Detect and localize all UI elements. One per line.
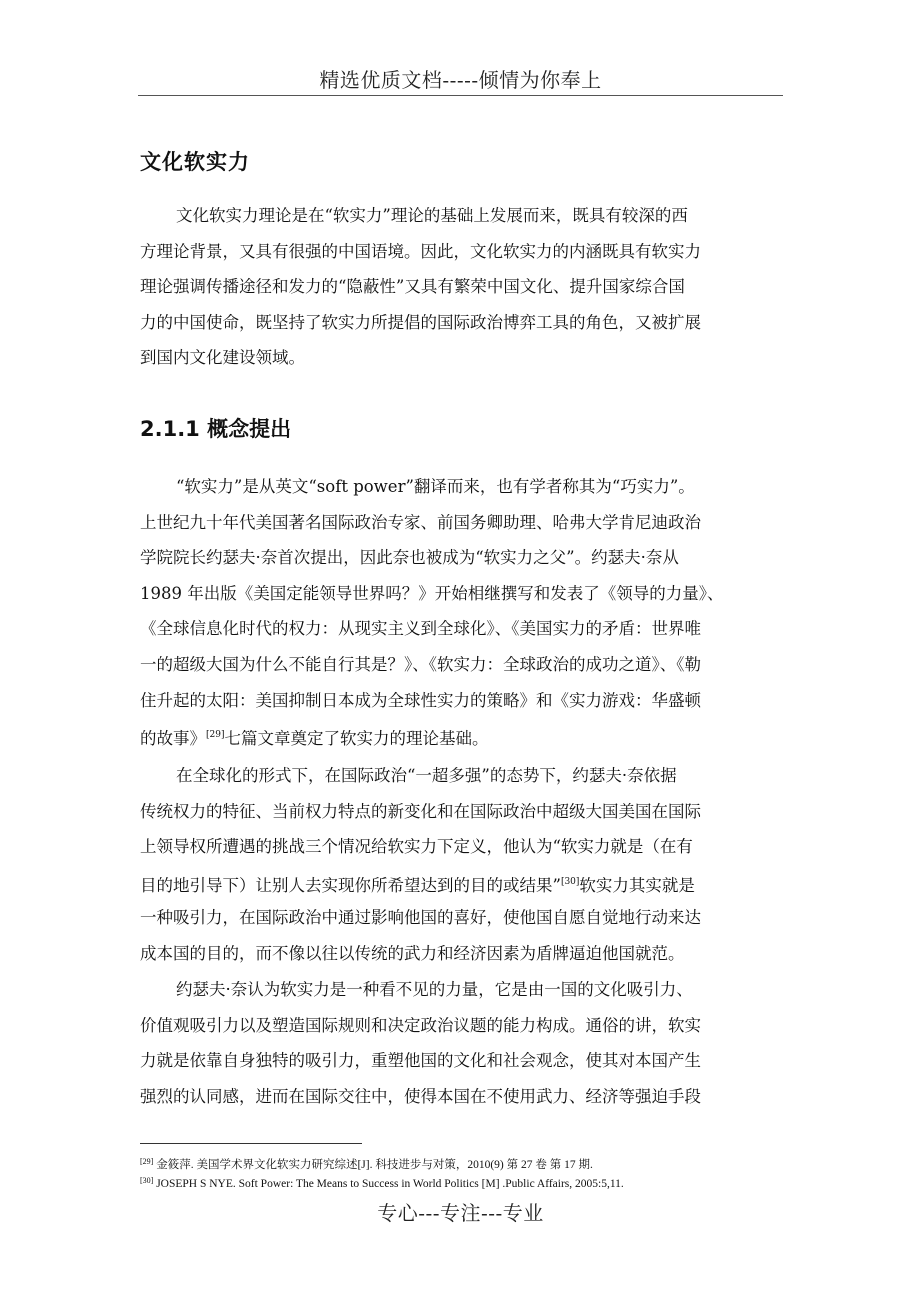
text-line: 力的中国使命，既坚持了软实力所提倡的国际政治博弈工具的角色，又被扩展 <box>140 312 701 332</box>
paragraph-components <box>140 972 790 1114</box>
text-line: 在全球化的形式下，在国际政治“一超多强”的态势下，约瑟夫·奈依据 <box>176 766 677 785</box>
paragraph-definition <box>140 758 790 972</box>
intro-paragraph <box>140 198 790 376</box>
section-title: 文化软实力 <box>140 150 250 174</box>
paragraph-concept <box>140 469 790 754</box>
text-line: 强烈的认同感，进而在国际交往中，使得本国在不使用武力、经济等强迫手段 <box>140 1086 701 1106</box>
text-segment: 的故事》 <box>140 729 206 749</box>
header-divider <box>138 95 783 96</box>
text-line: 传统权力的特征、当前权力特点的新变化和在国际政治中超级大国美国在国际 <box>140 801 701 821</box>
text-line: 一的超级大国为什么不能自行其是？》、《软实力：全球政治的成功之道》、《勒 <box>140 654 701 674</box>
text-segment: 软实力其实就是 <box>579 875 695 895</box>
citation-ref: [30] <box>560 876 580 887</box>
text-line: 学院院长约瑟夫·奈首次提出，因此奈也被成为“软实力之父”。约瑟夫·奈从 <box>140 548 679 568</box>
footnote-30 <box>140 1173 800 1192</box>
footnote-divider <box>140 1143 362 1144</box>
text-segment: 目的地引导下）让别人去实现你所希望达到的目的或结果” <box>140 875 561 895</box>
text-line <box>140 718 790 754</box>
text-line: 价值观吸引力以及塑造国际规则和决定政治议题的能力构成。通俗的讲，软实 <box>140 1015 701 1035</box>
text-line: 成本国的目的，而不像以往以传统的武力和经济因素为盾牌逼迫他国就范。 <box>140 943 685 963</box>
text-line <box>140 865 790 901</box>
text-line: “软实力”是从英文“soft power”翻译而来，也有学者称其为“巧实力”。 <box>176 477 695 496</box>
text-line: 约瑟夫·奈认为软实力是一种看不见的力量，它是由一国的文化吸引力、 <box>176 980 693 999</box>
text-line: 上领导权所遭遇的挑战三个情况给软实力下定义，他认为“软实力就是（在有 <box>140 837 693 857</box>
footnotes <box>140 1154 800 1192</box>
text-line: 力就是依靠自身独特的吸引力，重塑他国的文化和社会观念，使其对本国产生 <box>140 1051 701 1071</box>
footnote-text: JOSEPH S NYE. Soft Power: The Means to Success in World Politics [M] .Public Affairs, 2005:5,11. <box>153 1178 624 1190</box>
citation-ref: [29] <box>206 730 225 741</box>
page-header: 精选优质文档-----倾情为你奉上 <box>319 68 602 92</box>
text-line: 上世纪九十年代美国著名国际政治专家、前国务卿助理、哈弗大学肯尼迪政治 <box>140 512 701 532</box>
text-line: 到国内文化建设领域。 <box>140 348 305 368</box>
footnote-text: 金筱萍. 美国学术界文化软实力研究综述[J]. 科技进步与对策，2010(9) 第 27 卷 第 17 期. <box>153 1159 593 1171</box>
text-line: 理论强调传播途径和发力的“隐蔽性”又具有繁荣中国文化、提升国家综合国 <box>140 277 685 297</box>
text-line: 《全球信息化时代的权力：从现实主义到全球化》、《美国实力的矛盾：世界唯 <box>140 619 701 639</box>
footnote-mark: [29] <box>140 1157 154 1166</box>
text-line: 一种吸引力，在国际政治中通过影响他国的喜好，使他国自愿自觉地行动来达 <box>140 908 701 928</box>
text-line: 文化软实力理论是在“软实力”理论的基础上发展而来，既具有较深的西 <box>176 206 688 225</box>
page-footer: 专心---专注---专业 <box>377 1201 544 1225</box>
text-line: 1989 年出版《美国定能领导世界吗？》开始相继撰写和发表了《领导的力量》、 <box>140 583 724 603</box>
footnote-29 <box>140 1154 800 1173</box>
text-line: 方理论背景，又具有很强的中国语境。因此，文化软实力的内涵既具有软实力 <box>140 241 701 261</box>
subsection-title: 2.1.1 概念提出 <box>140 417 292 441</box>
text-segment: 七篇文章奠定了软实力的理论基础。 <box>224 729 489 749</box>
footnote-mark: [30] <box>140 1176 154 1185</box>
text-line: 住升起的太阳：美国抑制日本成为全球性实力的策略》和《实力游戏：华盛顿 <box>140 690 701 710</box>
